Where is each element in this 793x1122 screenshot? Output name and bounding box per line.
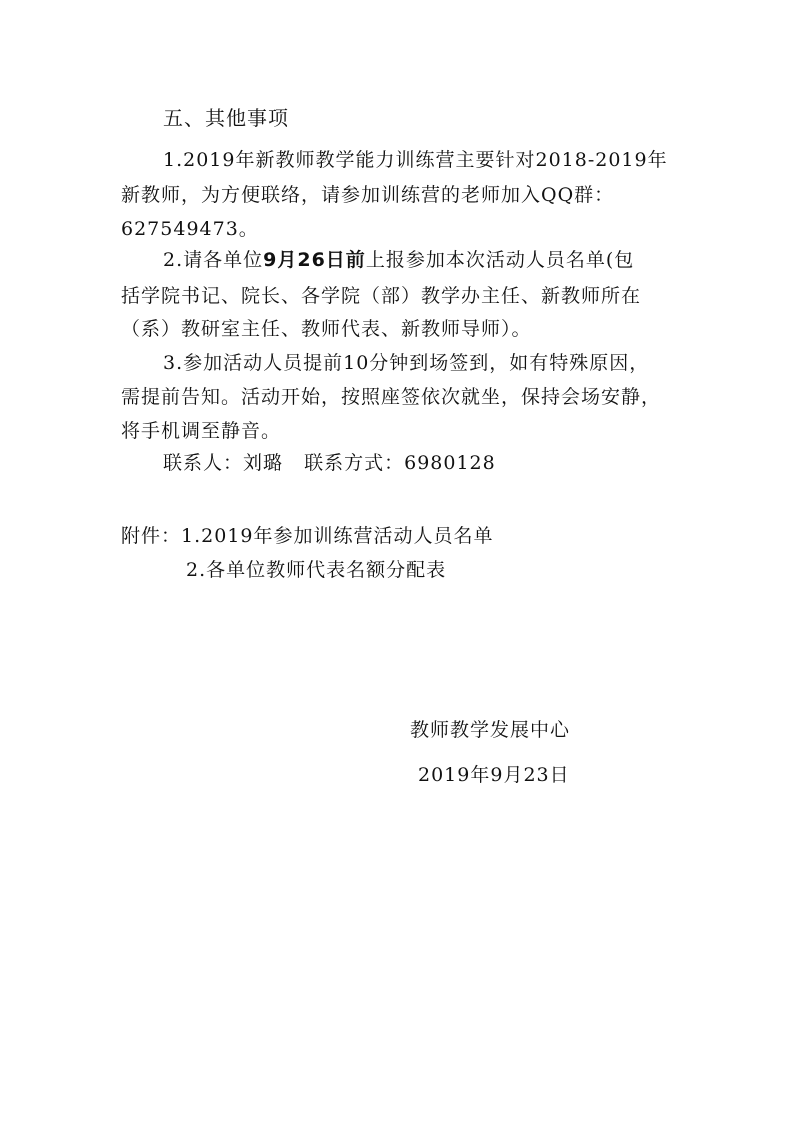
item2-line3: （系）教研室主任、教师代表、新教师导师）。 xyxy=(121,318,532,340)
item3-line1: 3.参加活动人员提前10分钟到场签到，如有特殊原因， xyxy=(163,352,650,374)
signature-org: 教师教学发展中心 xyxy=(410,719,571,741)
attachments-line1 xyxy=(121,523,494,549)
attachments-label: 附件： xyxy=(121,525,182,547)
item2-line2: 括学院书记、院长、各学院（部）教学办主任、新教师所在 xyxy=(121,285,642,307)
item1-line1: 1.2019年新教师教学能力训练营主要针对2018-2019年 xyxy=(163,149,668,171)
section-heading: 五、其他事项 xyxy=(163,106,289,130)
item3-line3: 将手机调至静音。 xyxy=(121,420,282,442)
item2-line1 xyxy=(163,247,634,273)
contact-line: 联系人：刘璐 联系方式：6980128 xyxy=(163,452,496,474)
item1-line2: 新教师，为方便联络，请参加训练营的老师加入QQ群： xyxy=(121,184,615,206)
item2-prefix: 2.请各单位 xyxy=(163,249,264,271)
item3-line2: 需提前告知。活动开始，按照座签依次就坐，保持会场安静， xyxy=(121,386,662,408)
attachment-item-2: 2.各单位教师代表名额分配表 xyxy=(186,559,447,581)
item2-suffix: 上报参加本次活动人员名单(包 xyxy=(365,249,635,271)
attachment-item-1: 1.2019年参加训练营活动人员名单 xyxy=(181,525,494,547)
item1-line3: 627549473。 xyxy=(121,218,259,240)
item2-deadline: 9月26日前 xyxy=(263,249,366,271)
signature-date: 2019年9月23日 xyxy=(418,764,570,786)
